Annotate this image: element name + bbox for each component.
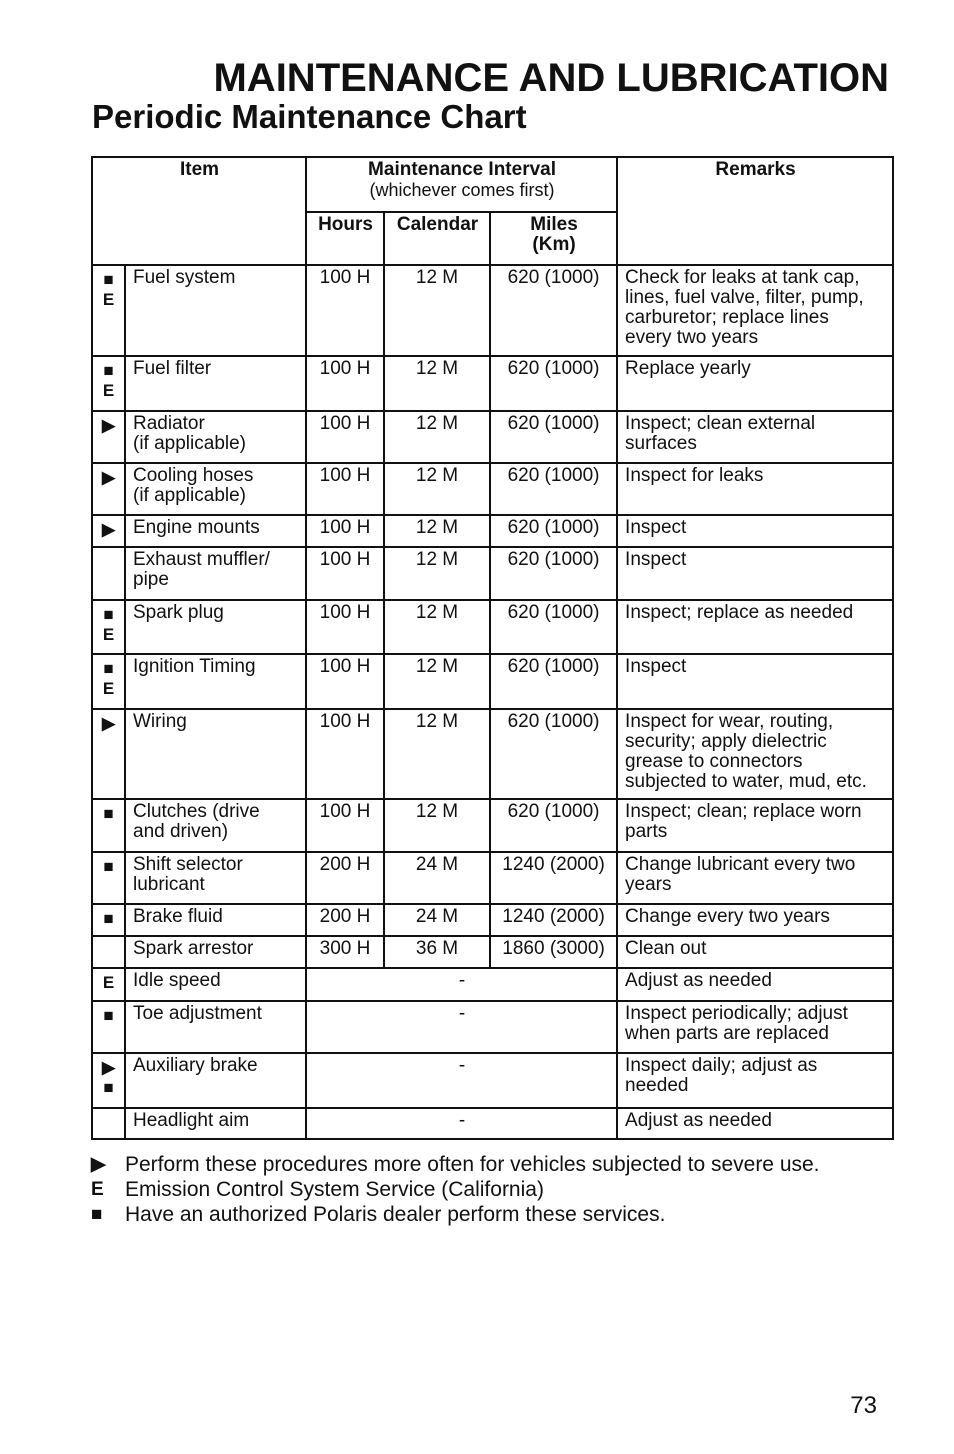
item-text: Toe adjustment [133,1003,262,1024]
remarks-text: Change lubricant every two [625,854,856,875]
item-text: Fuel system [133,267,236,288]
table-row [92,515,893,547]
item-text: (if applicable) [133,433,246,454]
header-interval [306,157,617,212]
row-markers [92,904,125,936]
item-cell [125,411,306,463]
calendar-cell: 12 M [384,709,490,799]
severe-use-icon: ▶ [101,468,116,487]
calendar-cell: 12 M [384,600,490,654]
calendar-cell: 12 M [384,463,490,515]
hours-cell: 100 H [306,515,384,547]
severe-use-icon: ▶ [101,520,116,539]
remarks-cell [617,463,893,515]
emission-icon: E [102,290,115,309]
remarks-cell [617,1053,893,1108]
emission-icon: E [102,679,115,698]
item-cell [125,1053,306,1108]
item-cell [125,463,306,515]
maintenance-table [91,156,894,1140]
item-cell [125,904,306,936]
item-text: Idle speed [133,970,221,991]
table-row [92,547,893,600]
miles-cell: 620 (1000) [490,654,617,709]
remarks-cell [617,411,893,463]
remarks-text: Check for leaks at tank cap, [625,267,860,288]
remarks-text: Inspect for leaks [625,465,764,486]
item-text: pipe [133,569,169,590]
miles-cell: 1240 (2000) [490,852,617,904]
calendar-cell: 12 M [384,265,490,356]
severe-use-icon: ▶ [101,1058,116,1077]
remarks-cell [617,799,893,852]
remarks-cell [617,936,893,968]
remarks-text: carburetor; replace lines [625,307,829,328]
section-title: MAINTENANCE AND LUBRICATION [213,56,889,100]
item-text: lubricant [133,874,205,895]
dealer-service-icon: ■ [91,1203,103,1225]
item-text: Spark plug [133,602,224,623]
item-cell [125,654,306,709]
emission-icon: E [102,625,115,644]
header-item: Item [92,157,306,265]
header-km-label: (Km) [532,234,576,255]
item-cell [125,547,306,600]
table-row [92,1108,893,1139]
remarks-text: parts [625,821,668,842]
remarks-text: Inspect [625,549,687,570]
miles-cell: 1240 (2000) [490,904,617,936]
table-row [92,852,893,904]
miles-cell: 620 (1000) [490,356,617,411]
hours-cell: 200 H [306,904,384,936]
row-markers [92,515,125,547]
calendar-cell: 12 M [384,356,490,411]
miles-cell: 620 (1000) [490,515,617,547]
row-markers [92,265,125,356]
table-row [92,463,893,515]
calendar-cell: 12 M [384,515,490,547]
item-text: Engine mounts [133,517,260,538]
remarks-text: subjected to water, mud, etc. [625,771,867,792]
calendar-cell: 12 M [384,547,490,600]
dealer-service-icon: ■ [103,857,114,876]
hours-cell: 100 H [306,600,384,654]
dealer-service-icon: ■ [103,659,114,678]
item-text: Shift selector [133,854,243,875]
row-markers [92,1053,125,1108]
table-row [92,1053,893,1108]
item-cell [125,799,306,852]
remarks-text: Inspect; replace as needed [625,602,854,623]
header-remarks: Remarks [617,157,893,265]
item-cell [125,265,306,356]
item-cell [125,1108,306,1139]
table-row [92,265,893,356]
legend-text: Perform these procedures more often for vehicles subjected to severe use. [125,1152,820,1176]
remarks-text: Inspect periodically; adjust [625,1003,848,1024]
item-text: Ignition Timing [133,656,256,677]
remarks-text: Inspect [625,656,687,677]
table-row [92,799,893,852]
remarks-cell [617,904,893,936]
row-markers [92,1001,125,1053]
row-markers [92,1108,125,1139]
item-text: Wiring [133,711,187,732]
miles-cell: 1860 (3000) [490,936,617,968]
item-cell [125,1001,306,1053]
severe-use-icon: ▶ [101,416,116,435]
item-text: Brake fluid [133,906,223,927]
remarks-text: Adjust as needed [625,970,772,991]
dealer-service-icon: ■ [103,909,114,928]
calendar-cell: 12 M [384,411,490,463]
calendar-cell: 24 M [384,904,490,936]
row-markers [92,936,125,968]
legend-item [91,1177,820,1202]
item-text: (if applicable) [133,485,246,506]
legend-text: Emission Control System Service (California) [125,1177,544,1201]
item-text: Radiator [133,413,205,434]
row-markers [92,852,125,904]
miles-cell: 620 (1000) [490,547,617,600]
remarks-text: when parts are replaced [625,1023,829,1044]
calendar-cell: 24 M [384,852,490,904]
chart-title: Periodic Maintenance Chart [92,98,527,135]
header-miles [490,212,617,265]
header-miles-label: Miles [530,214,578,235]
remarks-cell [617,356,893,411]
remarks-cell [617,547,893,600]
table-row [92,600,893,654]
severe-use-icon: ▶ [101,714,116,733]
remarks-text: years [625,874,672,895]
hours-cell: 300 H [306,936,384,968]
miles-cell: 620 (1000) [490,463,617,515]
hours-cell: 100 H [306,547,384,600]
item-text: Clutches (drive [133,801,260,822]
remarks-text: surfaces [625,433,697,454]
miles-cell: 620 (1000) [490,600,617,654]
remarks-text: grease to connectors [625,751,803,772]
page-number: 73 [850,1392,877,1419]
hours-cell: 100 H [306,411,384,463]
legend [91,1152,820,1227]
legend-item [91,1152,820,1177]
interval-cell: - [306,1108,617,1139]
table-body [92,265,893,1139]
calendar-cell: 12 M [384,799,490,852]
item-cell [125,968,306,1001]
remarks-text: lines, fuel valve, filter, pump, [625,287,864,308]
item-text: Fuel filter [133,358,212,379]
remarks-text: Inspect [625,517,687,538]
remarks-cell [617,1001,893,1053]
row-markers [92,547,125,600]
remarks-text: Inspect; clean external [625,413,816,434]
table-row [92,709,893,799]
item-text: Spark arrestor [133,938,254,959]
item-cell [125,356,306,411]
row-markers [92,600,125,654]
hours-cell: 100 H [306,799,384,852]
header-interval-note: (whichever comes first) [369,180,555,200]
table-row [92,936,893,968]
miles-cell: 620 (1000) [490,709,617,799]
remarks-text: Inspect daily; adjust as [625,1055,818,1076]
interval-cell: - [306,1001,617,1053]
item-text: Headlight aim [133,1110,250,1131]
dealer-service-icon: ■ [103,361,114,380]
legend-text: Have an authorized Polaris dealer perform these services. [125,1202,666,1226]
legend-item [91,1202,820,1227]
emission-icon: E [102,381,115,400]
remarks-cell [617,654,893,709]
remarks-cell [617,515,893,547]
interval-cell: - [306,1053,617,1108]
remarks-text: Replace yearly [625,358,751,379]
dealer-service-icon: ■ [103,1078,114,1097]
hours-cell: 100 H [306,709,384,799]
emission-icon: E [91,1178,104,1200]
table-row [92,411,893,463]
item-cell [125,936,306,968]
table-row [92,904,893,936]
table-row [92,968,893,1001]
hours-cell: 100 H [306,654,384,709]
dealer-service-icon: ■ [103,270,114,289]
miles-cell: 620 (1000) [490,411,617,463]
remarks-cell [617,852,893,904]
row-markers [92,356,125,411]
miles-cell: 620 (1000) [490,799,617,852]
row-markers [92,968,125,1001]
remarks-text: Inspect for wear, routing, [625,711,834,732]
row-markers [92,709,125,799]
emission-icon: E [102,973,115,992]
miles-cell: 620 (1000) [490,265,617,356]
item-text: Auxiliary brake [133,1055,258,1076]
remarks-cell [617,968,893,1001]
remarks-cell [617,1108,893,1139]
remarks-text: Clean out [625,938,707,959]
item-cell [125,852,306,904]
remarks-text: needed [625,1075,689,1096]
item-cell [125,709,306,799]
remarks-text: every two years [625,327,759,348]
header-calendar: Calendar [384,212,490,265]
dealer-service-icon: ■ [103,1006,114,1025]
calendar-cell: 12 M [384,654,490,709]
table-row [92,1001,893,1053]
row-markers [92,463,125,515]
dealer-service-icon: ■ [103,804,114,823]
table-row [92,356,893,411]
remarks-cell [617,265,893,356]
row-markers [92,654,125,709]
hours-cell: 200 H [306,852,384,904]
row-markers [92,799,125,852]
header-hours: Hours [306,212,384,265]
dealer-service-icon: ■ [103,605,114,624]
remarks-cell [617,709,893,799]
hours-cell: 100 H [306,463,384,515]
item-text: and driven) [133,821,229,842]
header-interval-label: Maintenance Interval [368,159,556,180]
remarks-text: Inspect; clean; replace worn [625,801,862,822]
interval-cell: - [306,968,617,1001]
remarks-text: Adjust as needed [625,1110,772,1131]
table-row [92,654,893,709]
calendar-cell: 36 M [384,936,490,968]
row-markers [92,411,125,463]
hours-cell: 100 H [306,356,384,411]
item-text: Cooling hoses [133,465,254,486]
item-text: Exhaust muffler/ [133,549,270,570]
item-cell [125,600,306,654]
hours-cell: 100 H [306,265,384,356]
remarks-text: security; apply dielectric [625,731,827,752]
remarks-text: Change every two years [625,906,830,927]
remarks-cell [617,600,893,654]
item-cell [125,515,306,547]
severe-use-icon: ▶ [91,1154,106,1175]
